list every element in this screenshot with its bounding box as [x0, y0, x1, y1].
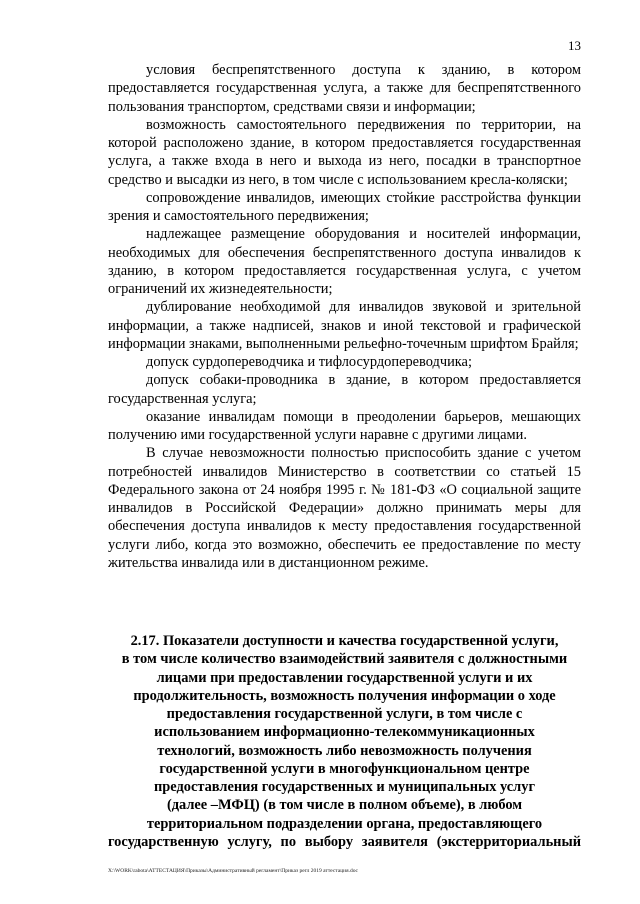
paragraph: надлежащее размещение оборудования и носителей информации, необходимых для обеспечения беспрепятственного доступа инвалидов к зданию, в котором предоставляется государственная услуга, с учетом ограничений их жизнедеятельности; — [108, 226, 581, 297]
body-text — [108, 61, 581, 572]
paragraph: дублирование необходимой для инвалидов звуковой и зрительной информации, а также надписей, знаков и иной текстовой и графической информации знаками, выполненными рельефно-точечным шрифтом Брайля; — [108, 299, 581, 352]
heading-line: (далее –МФЦ) (в том числе в полном объеме), в любом — [166, 797, 523, 814]
heading-line: технологий, возможность либо невозможность получения — [157, 742, 532, 759]
paragraph: допуск сурдопереводчика и тифлосурдопереводчика; — [146, 354, 472, 370]
paragraph: допуск собаки-проводника в здание, в котором предоставляется государственная услуга; — [108, 372, 581, 407]
paragraph: оказание инвалидам помощи в преодолении барьеров, мешающих получению ими государственной услуги наравне с другими лицами. — [108, 408, 581, 443]
section-heading — [108, 632, 581, 851]
heading-line: государственной услуги в многофункциональном центре — [159, 760, 530, 777]
heading-line: территориальном подразделении органа, предоставляющего — [146, 815, 543, 832]
heading-line: государственную услугу, по выбору заявителя (экстерриториальный — [108, 833, 581, 850]
heading-line: 2.17. Показатели доступности и качества государственной услуги, — [130, 633, 559, 649]
heading-line: продолжительность, возможность получения информации о ходе — [133, 687, 556, 704]
heading-line: в том числе количество взаимодействий заявителя с должностными — [121, 651, 568, 668]
footer-file-path: X:\WORK\rabota\АТТЕСТАЦИЯ\Приказы\Административный регламент\Приказ регл 2019 аттестация.doc — [108, 868, 358, 874]
heading-line: предоставления государственной услуги, в том числе с — [166, 706, 523, 722]
paragraph: сопровождение инвалидов, имеющих стойкие расстройства функции зрения и самостоятельного передвижения; — [108, 189, 581, 224]
paragraph: В случае невозможности полностью приспособить здание с учетом потребностей инвалидов Министерство в соответствии со статьей 15 Федерального закона от 24 ноября 1995 г. № 181-ФЗ «О социальной защите инвалидов в Российской Федерации» должно принимать меры для обеспечения доступа инвалидов к месту предоставления государственной услуги либо, когда это возможно, обеспечить ее предоставление по месту жительства инвалида или в дистанционном режиме. — [108, 445, 581, 571]
heading-line: предоставления государственных и муниципальных услуг — [154, 779, 535, 795]
paragraph: условия беспрепятственного доступа к зданию, в котором предоставляется государственная услуга, а также для беспрепятственного пользования транспортом, средствами связи и информации; — [108, 62, 581, 115]
heading-line: лицами при предоставлении государственной услуги и их — [156, 669, 533, 686]
page-number: 13 — [568, 38, 581, 53]
heading-line: использованием информационно-телекоммуникационных — [154, 724, 535, 741]
paragraph: возможность самостоятельного передвижения по территории, на которой расположено здание, в котором предоставляется государственная услуга, а также входа в него и выхода из него, посадки в транспортное средство и высадки из него, в том числе с использованием кресла-коляски; — [108, 116, 581, 188]
